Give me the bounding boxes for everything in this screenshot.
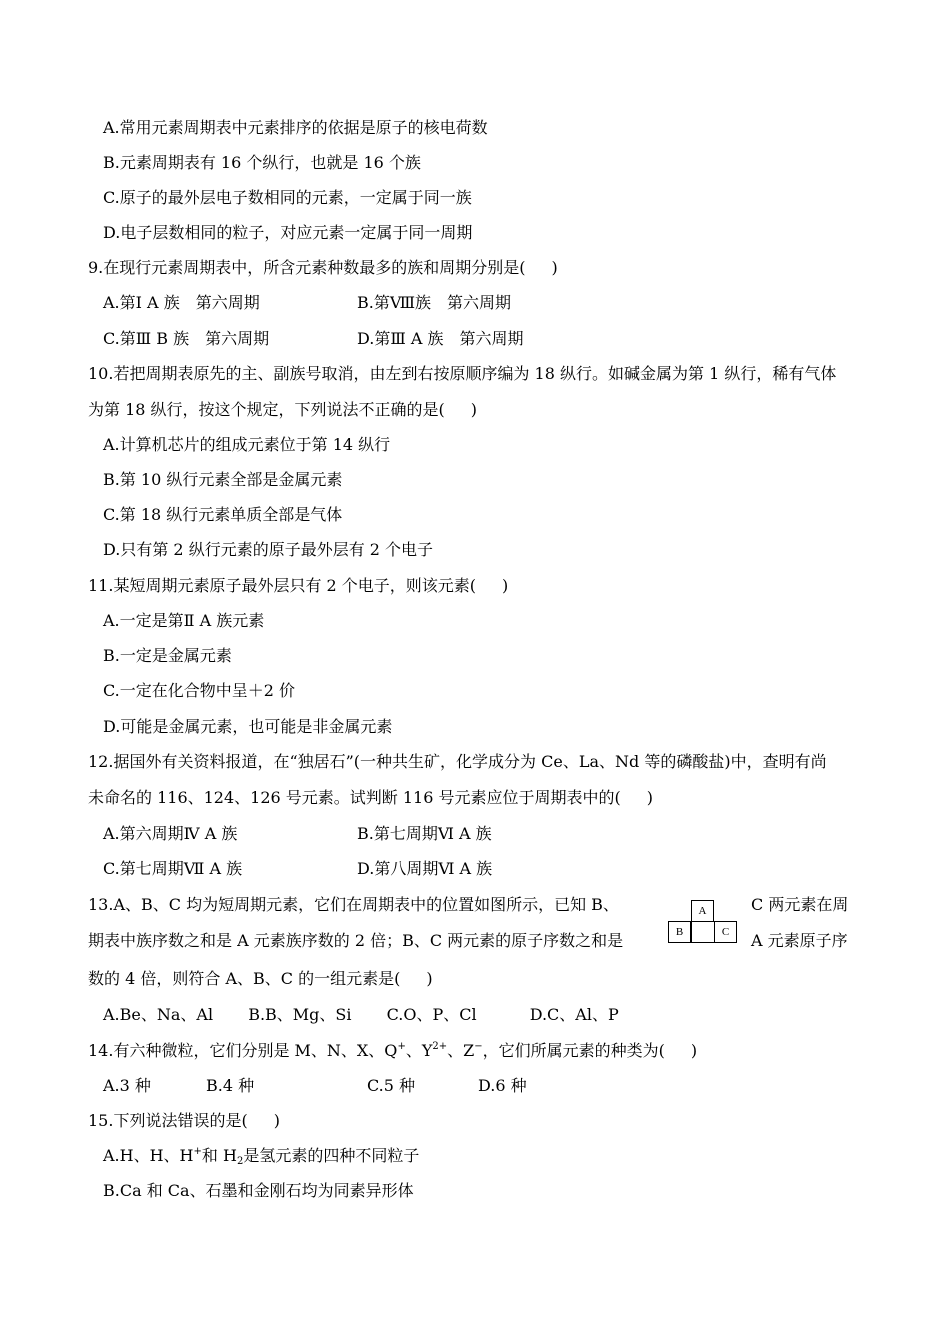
q13-option-d: D.C、Al、P [529, 1005, 619, 1024]
q11-option-c: C.一定在化合物中呈＋2 价 [103, 681, 296, 700]
q11-option-a: A.一定是第Ⅱ A 族元素 [103, 611, 265, 630]
q12-options-row1 [103, 823, 492, 845]
q12-option-c: C.第七周期Ⅶ A 族 [103, 859, 243, 878]
q12-option-a: A.第六周期Ⅳ A 族 [103, 824, 238, 843]
q9-option-a: A.第Ⅰ A 族 第六周期 [103, 293, 260, 312]
q14-option-b: B.4 种 [206, 1076, 255, 1095]
q8-option-c: C.原子的最外层电子数相同的元素，一定属于同一族 [103, 188, 472, 207]
q14-option-d: D.6 种 [478, 1076, 527, 1095]
q13-stem-line1-right: C 两元素在周 [751, 895, 849, 914]
figure-cell-c: C [714, 921, 737, 943]
q13-option-b: B.B、Mg、Si [248, 1005, 352, 1024]
q9-options-row2 [103, 328, 524, 350]
q11-option-b: B.一定是金属元素 [103, 646, 232, 665]
q11-stem: 11.某短周期元素原子最外层只有 2 个电子，则该元素( ) [88, 576, 509, 595]
q13-stem-line3: 数的 4 倍，则符合 A、B、C 的一组元素是( ) [88, 969, 433, 988]
q14-stem: 14.有六种微粒，它们分别是 M、N、X、Q+、$Y^{2+}$、Z−，它们所属元素的种类为( ) [88, 1041, 698, 1060]
figure-cell-a: A [691, 900, 714, 922]
q10-option-b: B.第 10 纵行元素全部是金属元素 [103, 470, 343, 489]
q9-stem: 9.在现行元素周期表中，所含元素种数最多的族和周期分别是( ) [88, 258, 558, 277]
q10-option-a: A.计算机芯片的组成元素位于第 14 纵行 [103, 435, 391, 454]
q13-option-c: C.O、P、Cl [386, 1005, 477, 1024]
q13-stem-line2-left: 期表中族序数之和是 A 元素族序数的 2 倍；B、C 两元素的原子序数之和是 [88, 931, 624, 950]
q11-option-d: D.可能是金属元素，也可能是非金属元素 [103, 717, 393, 736]
q15-stem: 15.下列说法错误的是( ) [88, 1111, 280, 1130]
q10-stem-line2: 为第 18 纵行，按这个规定，下列说法不正确的是( ) [88, 400, 478, 419]
q12-options-row2 [103, 858, 493, 880]
q10-option-d: D.只有第 2 纵行元素的原子最外层有 2 个电子 [103, 540, 434, 559]
q13-stem-line1-left: 13.A、B、C 均为短周期元素，它们在周期表中的位置如图所示，已知 B、 [88, 895, 619, 914]
q9-option-d: D.第Ⅲ A 族 第六周期 [357, 329, 524, 348]
q15-option-a: A.H、H、H+和 $H_2$是氢元素的四种不同粒子 [103, 1146, 420, 1167]
q12-option-d: D.第八周期Ⅵ A 族 [357, 859, 493, 878]
q8-option-a: A.常用元素周期表中元素排序的依据是原子的核电荷数 [103, 118, 488, 137]
q12-stem-line2: 未命名的 116、124、126 号元素。试判断 116 号元素应位于周期表中的( ) [88, 788, 653, 807]
q9-option-b: B.第Ⅷ族 第六周期 [357, 293, 512, 312]
q8-option-b: B.元素周期表有 16 个纵行，也就是 16 个族 [103, 153, 421, 172]
q13-option-a: A.Be、Na、Al [103, 1005, 214, 1024]
q10-option-c: C.第 18 纵行元素单质全部是气体 [103, 505, 343, 524]
q8-option-d: D.电子层数相同的粒子，对应元素一定属于同一周期 [103, 223, 473, 242]
q14-option-a: A.3 种 [103, 1076, 151, 1095]
q12-option-b: B.第七周期Ⅵ A 族 [357, 824, 492, 843]
figure-cell-empty [691, 921, 715, 943]
q12-stem-line1: 12.据国外有关资料报道，在“独居石”(一种共生矿，化学成分为 Ce、La、Nd 等的磷酸盐)中，查明有尚 [88, 752, 827, 771]
figure-cell-b: B [668, 921, 691, 943]
q9-options-row1 [103, 292, 512, 314]
q10-stem-line1: 10.若把周期表原先的主、副族号取消，由左到右按原顺序编为 18 纵行。如碱金属为第 1 纵行，稀有气体 [88, 364, 837, 383]
q13-options-row [103, 1004, 619, 1026]
q9-option-c: C.第Ⅲ B 族 第六周期 [103, 329, 270, 348]
q13-stem-line2-right: A 元素原子序 [751, 931, 848, 950]
q14-option-c: C.5 种 [367, 1076, 416, 1095]
periodic-position-figure [666, 898, 739, 946]
q15-option-b: B.Ca 和 Ca、石墨和金刚石均为同素异形体 [103, 1181, 414, 1200]
